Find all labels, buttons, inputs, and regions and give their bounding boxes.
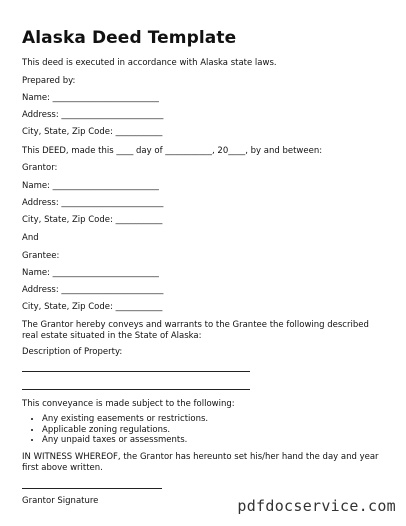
grantee-address-field: Address: ________________________ xyxy=(22,285,164,295)
list-item: • Applicable zoning regulations. xyxy=(42,425,208,436)
conditions-list xyxy=(22,414,208,446)
grantee-name-field: Name: _________________________ xyxy=(22,268,159,278)
document-title: Alaska Deed Template xyxy=(22,28,237,48)
prepared-by-name-field: Name: _________________________ xyxy=(22,93,159,103)
grantor-address-field: Address: ________________________ xyxy=(22,198,164,208)
list-item: • Any existing easements or restrictions. xyxy=(42,414,208,425)
description-line-1 xyxy=(22,371,250,372)
conveyance-paragraph: The Grantor hereby conveys and warrants to the Grantee the following described real estate situated in the State of Alaska: xyxy=(22,320,369,341)
grantee-city-field: City, State, Zip Code: ___________ xyxy=(22,302,163,312)
prepared-by-heading: Prepared by: xyxy=(22,76,76,86)
watermark-logo: pdfdocservice.com xyxy=(237,497,396,515)
intro-text: This deed is executed in accordance with Alaska state laws. xyxy=(22,58,277,68)
witness-paragraph: IN WITNESS WHEREOF, the Grantor has hereunto set his/her hand the day and year first above written. xyxy=(22,452,379,473)
grantee-heading: Grantee: xyxy=(22,251,60,261)
signature-label: Grantor Signature xyxy=(22,496,99,506)
and-label: And xyxy=(22,233,39,243)
description-line-2 xyxy=(22,389,250,390)
prepared-by-address-field: Address: ________________________ xyxy=(22,110,164,120)
grantor-heading: Grantor: xyxy=(22,163,58,173)
grantor-name-field: Name: _________________________ xyxy=(22,181,159,191)
grantor-city-field: City, State, Zip Code: ___________ xyxy=(22,215,163,225)
list-item: • Any unpaid taxes or assessments. xyxy=(42,435,208,446)
date-line: This DEED, made this ____ day of ___________, 20____, by and between: xyxy=(22,146,323,156)
description-label: Description of Property: xyxy=(22,347,123,357)
prepared-by-city-field: City, State, Zip Code: ___________ xyxy=(22,127,163,137)
subject-to-text: This conveyance is made subject to the following: xyxy=(22,399,235,409)
signature-line xyxy=(22,488,162,489)
